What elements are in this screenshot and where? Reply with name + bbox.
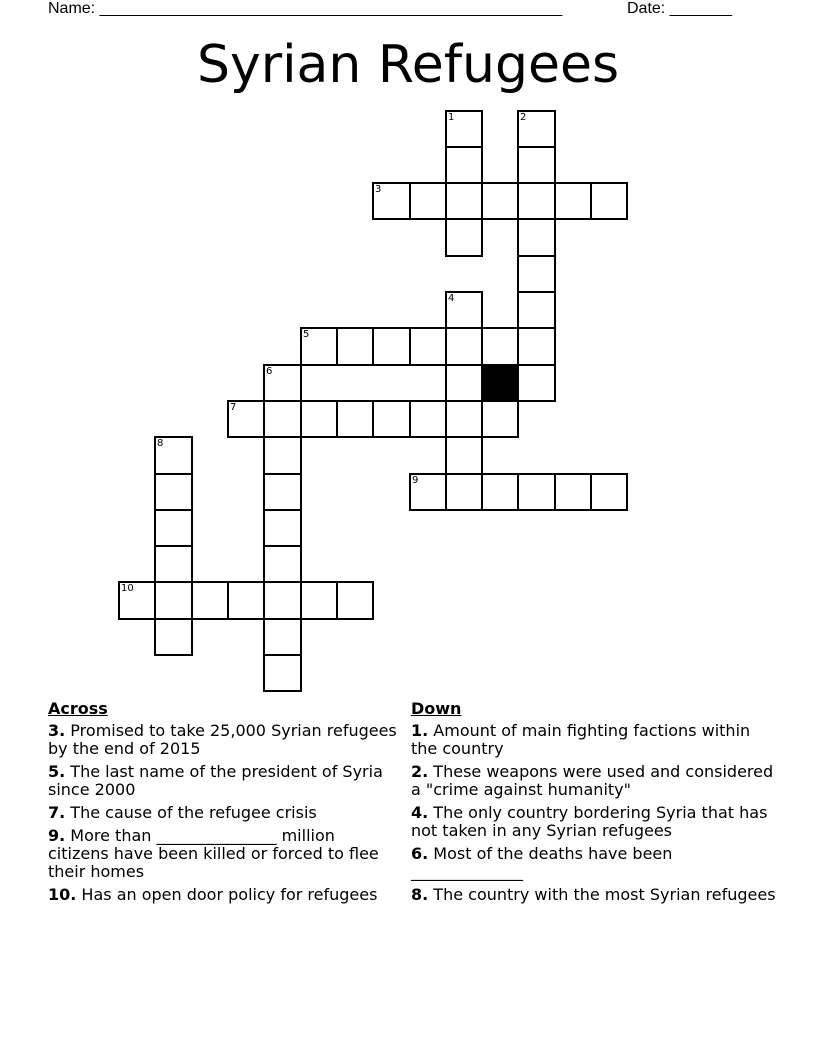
crossword-cell[interactable] [154,436,193,475]
across-clue: 9. More than _______________ million citizens have been killed or forced to flee their homes [48,826,379,881]
crossword-cell[interactable] [300,327,338,366]
crossword-cell[interactable] [263,654,302,692]
crossword-cell[interactable] [554,473,592,511]
clue-number: 8 [157,438,164,449]
across-clue: 5. The last name of the president of Syria since 2000 [48,762,383,799]
crossword-cell[interactable] [300,400,338,438]
crossword-cell[interactable] [409,327,447,366]
down-clue: 8. The country with the most Syrian refugees [411,885,776,904]
across-clues [48,700,398,909]
across-clue: 10. Has an open door policy for refugees [48,885,378,904]
down-clue: 4. The only country bordering Syria that has not taken in any Syrian refugees [411,803,768,840]
crossword-cell[interactable] [409,400,447,438]
crossword-cell[interactable] [445,473,483,511]
crossword-cell[interactable] [517,473,556,511]
crossword-cell[interactable] [300,581,338,620]
crossword-cell[interactable] [517,364,556,402]
clue-number: 4 [448,293,455,304]
crossword-cell[interactable] [481,400,519,438]
crossword-cell[interactable] [336,327,374,366]
crossword-cell[interactable] [590,473,628,511]
across-heading: Across [48,699,108,718]
crossword-cell[interactable] [481,473,519,511]
crossword-cell[interactable] [191,581,229,620]
crossword-cell[interactable] [154,509,193,547]
clue-number: 3 [375,184,382,195]
crossword-cell[interactable] [445,291,483,329]
crossword-cell[interactable] [372,400,411,438]
crossword-cell[interactable] [409,473,447,511]
clue-number: 5 [303,329,310,340]
crossword-cell[interactable] [517,255,556,293]
crossword-cell[interactable] [336,400,374,438]
clue-number: 7 [230,402,237,413]
down-clue: 1. Amount of main fighting factions within the country [411,721,751,758]
clue-number: 2 [520,112,527,123]
clue-number: 1 [448,112,455,123]
blocked-cell [481,364,519,402]
crossword-cell[interactable] [118,581,156,620]
across-clue: 7. The cause of the refugee crisis [48,803,317,822]
crossword-cell[interactable] [445,436,483,475]
crossword-cell[interactable] [263,509,302,547]
crossword-cell[interactable] [517,327,556,366]
down-heading: Down [411,699,462,718]
crossword-cell[interactable] [154,545,193,583]
page-title: Syrian Refugees [196,35,620,95]
crossword-cell[interactable] [263,436,302,475]
crossword-cell[interactable] [154,581,193,620]
crossword-cell[interactable] [336,581,374,620]
crossword-cell[interactable] [517,182,556,220]
crossword-cell[interactable] [263,473,302,511]
crossword-cell[interactable] [445,182,483,220]
crossword-cell[interactable] [154,473,193,511]
crossword-cell[interactable] [445,327,483,366]
crossword-cell[interactable] [517,146,556,184]
clue-number: 10 [121,583,134,594]
crossword-cell[interactable] [372,327,411,366]
crossword-cell[interactable] [517,291,556,329]
crossword-cell[interactable] [517,218,556,257]
crossword-cell[interactable] [554,182,592,220]
down-clue: 6. Most of the deaths have been ______________ [411,844,673,881]
crossword-cell[interactable] [445,218,483,257]
crossword-cell[interactable] [263,618,302,656]
crossword-cell[interactable] [517,110,556,148]
crossword-cell[interactable] [445,110,483,148]
clue-number: 6 [266,366,273,377]
crossword-cell[interactable] [445,146,483,184]
across-clue: 3. Promised to take 25,000 Syrian refugees by the end of 2015 [48,721,397,758]
date-field-label: Date: _______ [627,0,732,17]
crossword-cell[interactable] [227,581,265,620]
crossword-cell[interactable] [481,327,519,366]
crossword-cell[interactable] [481,182,519,220]
crossword-cell[interactable] [445,400,483,438]
down-clues [411,700,781,909]
clue-number: 9 [412,475,419,486]
crossword-cell[interactable] [263,545,302,583]
name-field-label: Name: ____________________________________________________ [48,0,563,17]
crossword-cell[interactable] [409,182,447,220]
crossword-cell[interactable] [590,182,628,220]
crossword-cell[interactable] [445,364,483,402]
crossword-cell[interactable] [263,581,302,620]
crossword-cell[interactable] [372,182,411,220]
crossword-cell[interactable] [263,364,302,402]
down-clue: 2. These weapons were used and considered a "crime against humanity" [411,762,774,799]
crossword-cell[interactable] [263,400,302,438]
crossword-cell[interactable] [154,618,193,656]
crossword-cell[interactable] [227,400,265,438]
